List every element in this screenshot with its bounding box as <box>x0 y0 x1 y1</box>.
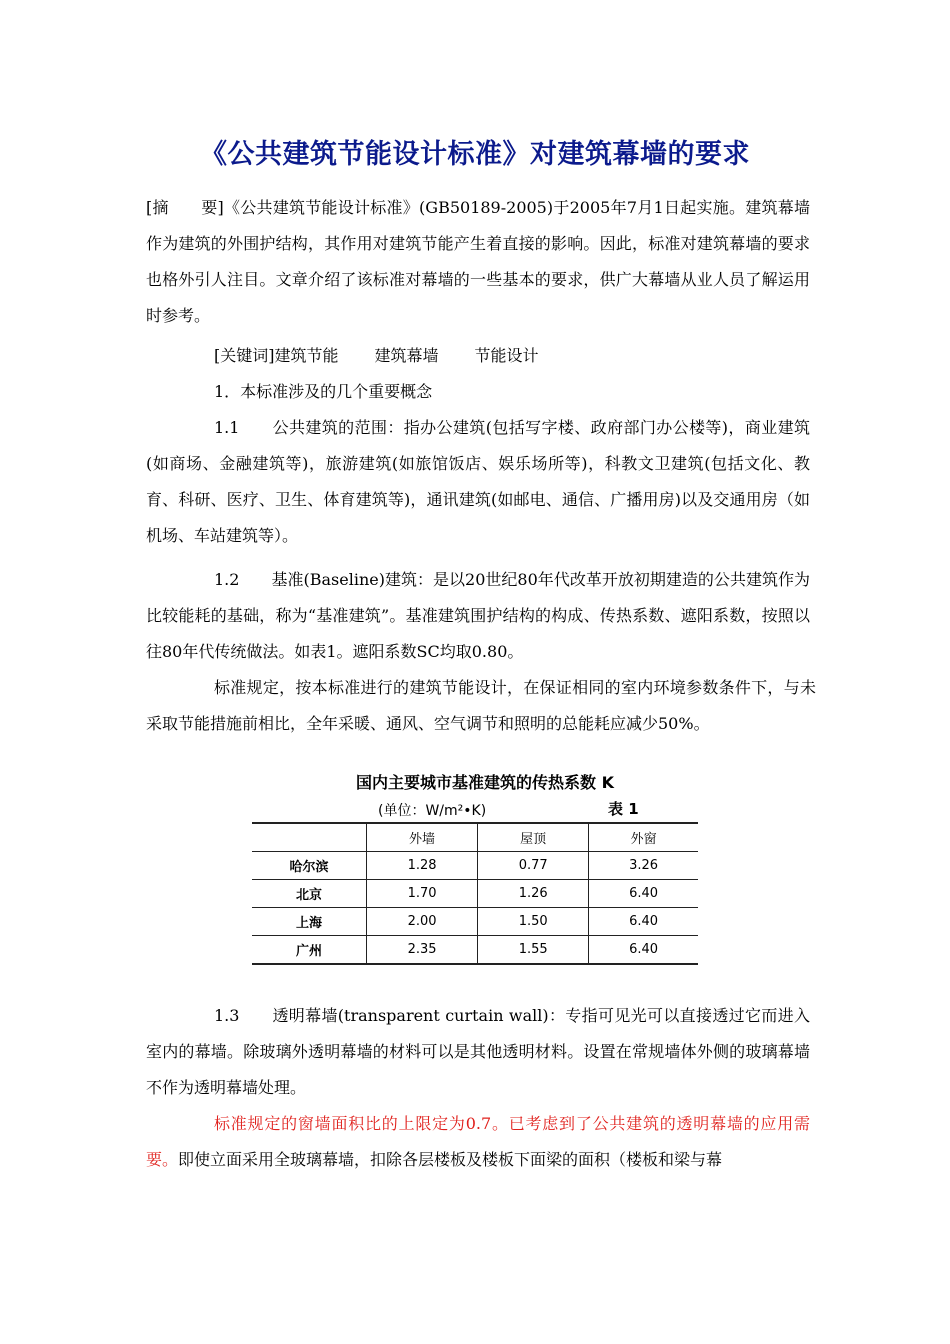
table-cell: 1.28 <box>367 852 478 880</box>
table-cell: 6.40 <box>589 936 698 965</box>
table-header-cell: 外墙 <box>367 823 478 852</box>
table-cell-city: 北京 <box>252 880 367 908</box>
paragraph-window-wall-ratio <box>146 1106 810 1178</box>
table-cell: 1.70 <box>367 880 478 908</box>
table-cell: 3.26 <box>589 852 698 880</box>
table-cell: 1.50 <box>478 908 589 936</box>
keyword-curtain-wall: 建筑幕墙 <box>374 346 439 365</box>
table-header-cell: 屋顶 <box>478 823 589 852</box>
table-title: 国内主要城市基准建筑的传热系数 K <box>356 773 614 792</box>
abstract-paragraph: [摘 要]《公共建筑节能设计标准》(GB50189-2005)于2005年7月1日起实施。建筑幕墙作为建筑的外围护结构，其作用对建筑节能产生着直接的影响。因此，标准对建筑幕墙的要求也格外引人注目。文章介绍了该标准对幕墙的一些基本的要求，供广大幕墙从业人员了解运用时参考。 <box>146 198 810 325</box>
table-row <box>252 908 698 936</box>
table-subtitle <box>252 796 698 822</box>
table-header-cell: 外窗 <box>589 823 698 852</box>
keywords-label: [关键词]建筑节能 <box>214 346 339 365</box>
heat-transfer-table <box>252 822 698 965</box>
paragraph-1-3: 1.3 透明幕墙(transparent curtain wall)：专指可见光可以直接透过它而进入室内的幕墙。除玻璃外透明幕墙的材料可以是其他透明材料。设置在常规墙体外侧的玻璃幕墙不作为透明幕墙处理。 <box>146 1006 810 1097</box>
paragraph-1-1: 1.1 公共建筑的范围：指办公建筑(包括写字楼、政府部门办公楼等)，商业建筑(如商场、金融建筑等)，旅游建筑(如旅馆饭店、娱乐场所等)，科教文卫建筑(包括文化、教育、科研、医疗、卫生、体育建筑等)，通讯建筑(如邮电、通信、广播用房)以及交通用房（如机场、车站建筑等）。 <box>146 418 810 545</box>
table-header-cell <box>252 823 367 852</box>
table-unit: (单位：W/m²•K) <box>378 803 487 819</box>
table-cell-city: 广州 <box>252 936 367 965</box>
table-cell: 2.00 <box>367 908 478 936</box>
table-cell: 6.40 <box>589 880 698 908</box>
document-title: 《公共建筑节能设计标准》对建筑幕墙的要求 <box>200 139 750 170</box>
table-number: 表 1 <box>608 800 639 818</box>
table-row <box>252 880 698 908</box>
table-cell: 6.40 <box>589 908 698 936</box>
paragraph-standard: 标准规定，按本标准进行的建筑节能设计，在保证相同的室内环境参数条件下，与未采取节能措施前相比，全年采暖、通风、空气调节和照明的总能耗应减少50%。 <box>146 678 816 733</box>
section-heading-1: 1．本标准涉及的几个重要概念 <box>214 382 433 401</box>
table-header-row <box>252 823 698 852</box>
highlighted-text: 标准规定的窗墙面积比的上限定为0.7。已考虑到了公共建筑的透明幕墙的应用需要。 <box>146 1114 810 1169</box>
table-cell-city: 哈尔滨 <box>252 852 367 880</box>
table-cell: 1.55 <box>478 936 589 965</box>
table-cell: 1.26 <box>478 880 589 908</box>
table-1 <box>252 770 698 965</box>
table-cell: 0.77 <box>478 852 589 880</box>
paragraph-1-2: 1.2 基准(Baseline)建筑：是以20世纪80年代改革开放初期建造的公共建筑作为比较能耗的基础，称为“基准建筑”。基准建筑围护结构的构成、传热系数、遮阳系数，按照以往80年代传统做法。如表1。遮阳系数SC均取0.80。 <box>146 570 810 661</box>
keywords-line <box>146 338 810 374</box>
paragraph-continuation: 即使立面采用全玻璃幕墙，扣除各层楼板及楼板下面梁的面积（楼板和梁与幕 <box>178 1150 723 1169</box>
keyword-energy-design: 节能设计 <box>474 346 539 365</box>
table-cell-city: 上海 <box>252 908 367 936</box>
table-row <box>252 852 698 880</box>
table-cell: 2.35 <box>367 936 478 965</box>
table-row <box>252 936 698 965</box>
